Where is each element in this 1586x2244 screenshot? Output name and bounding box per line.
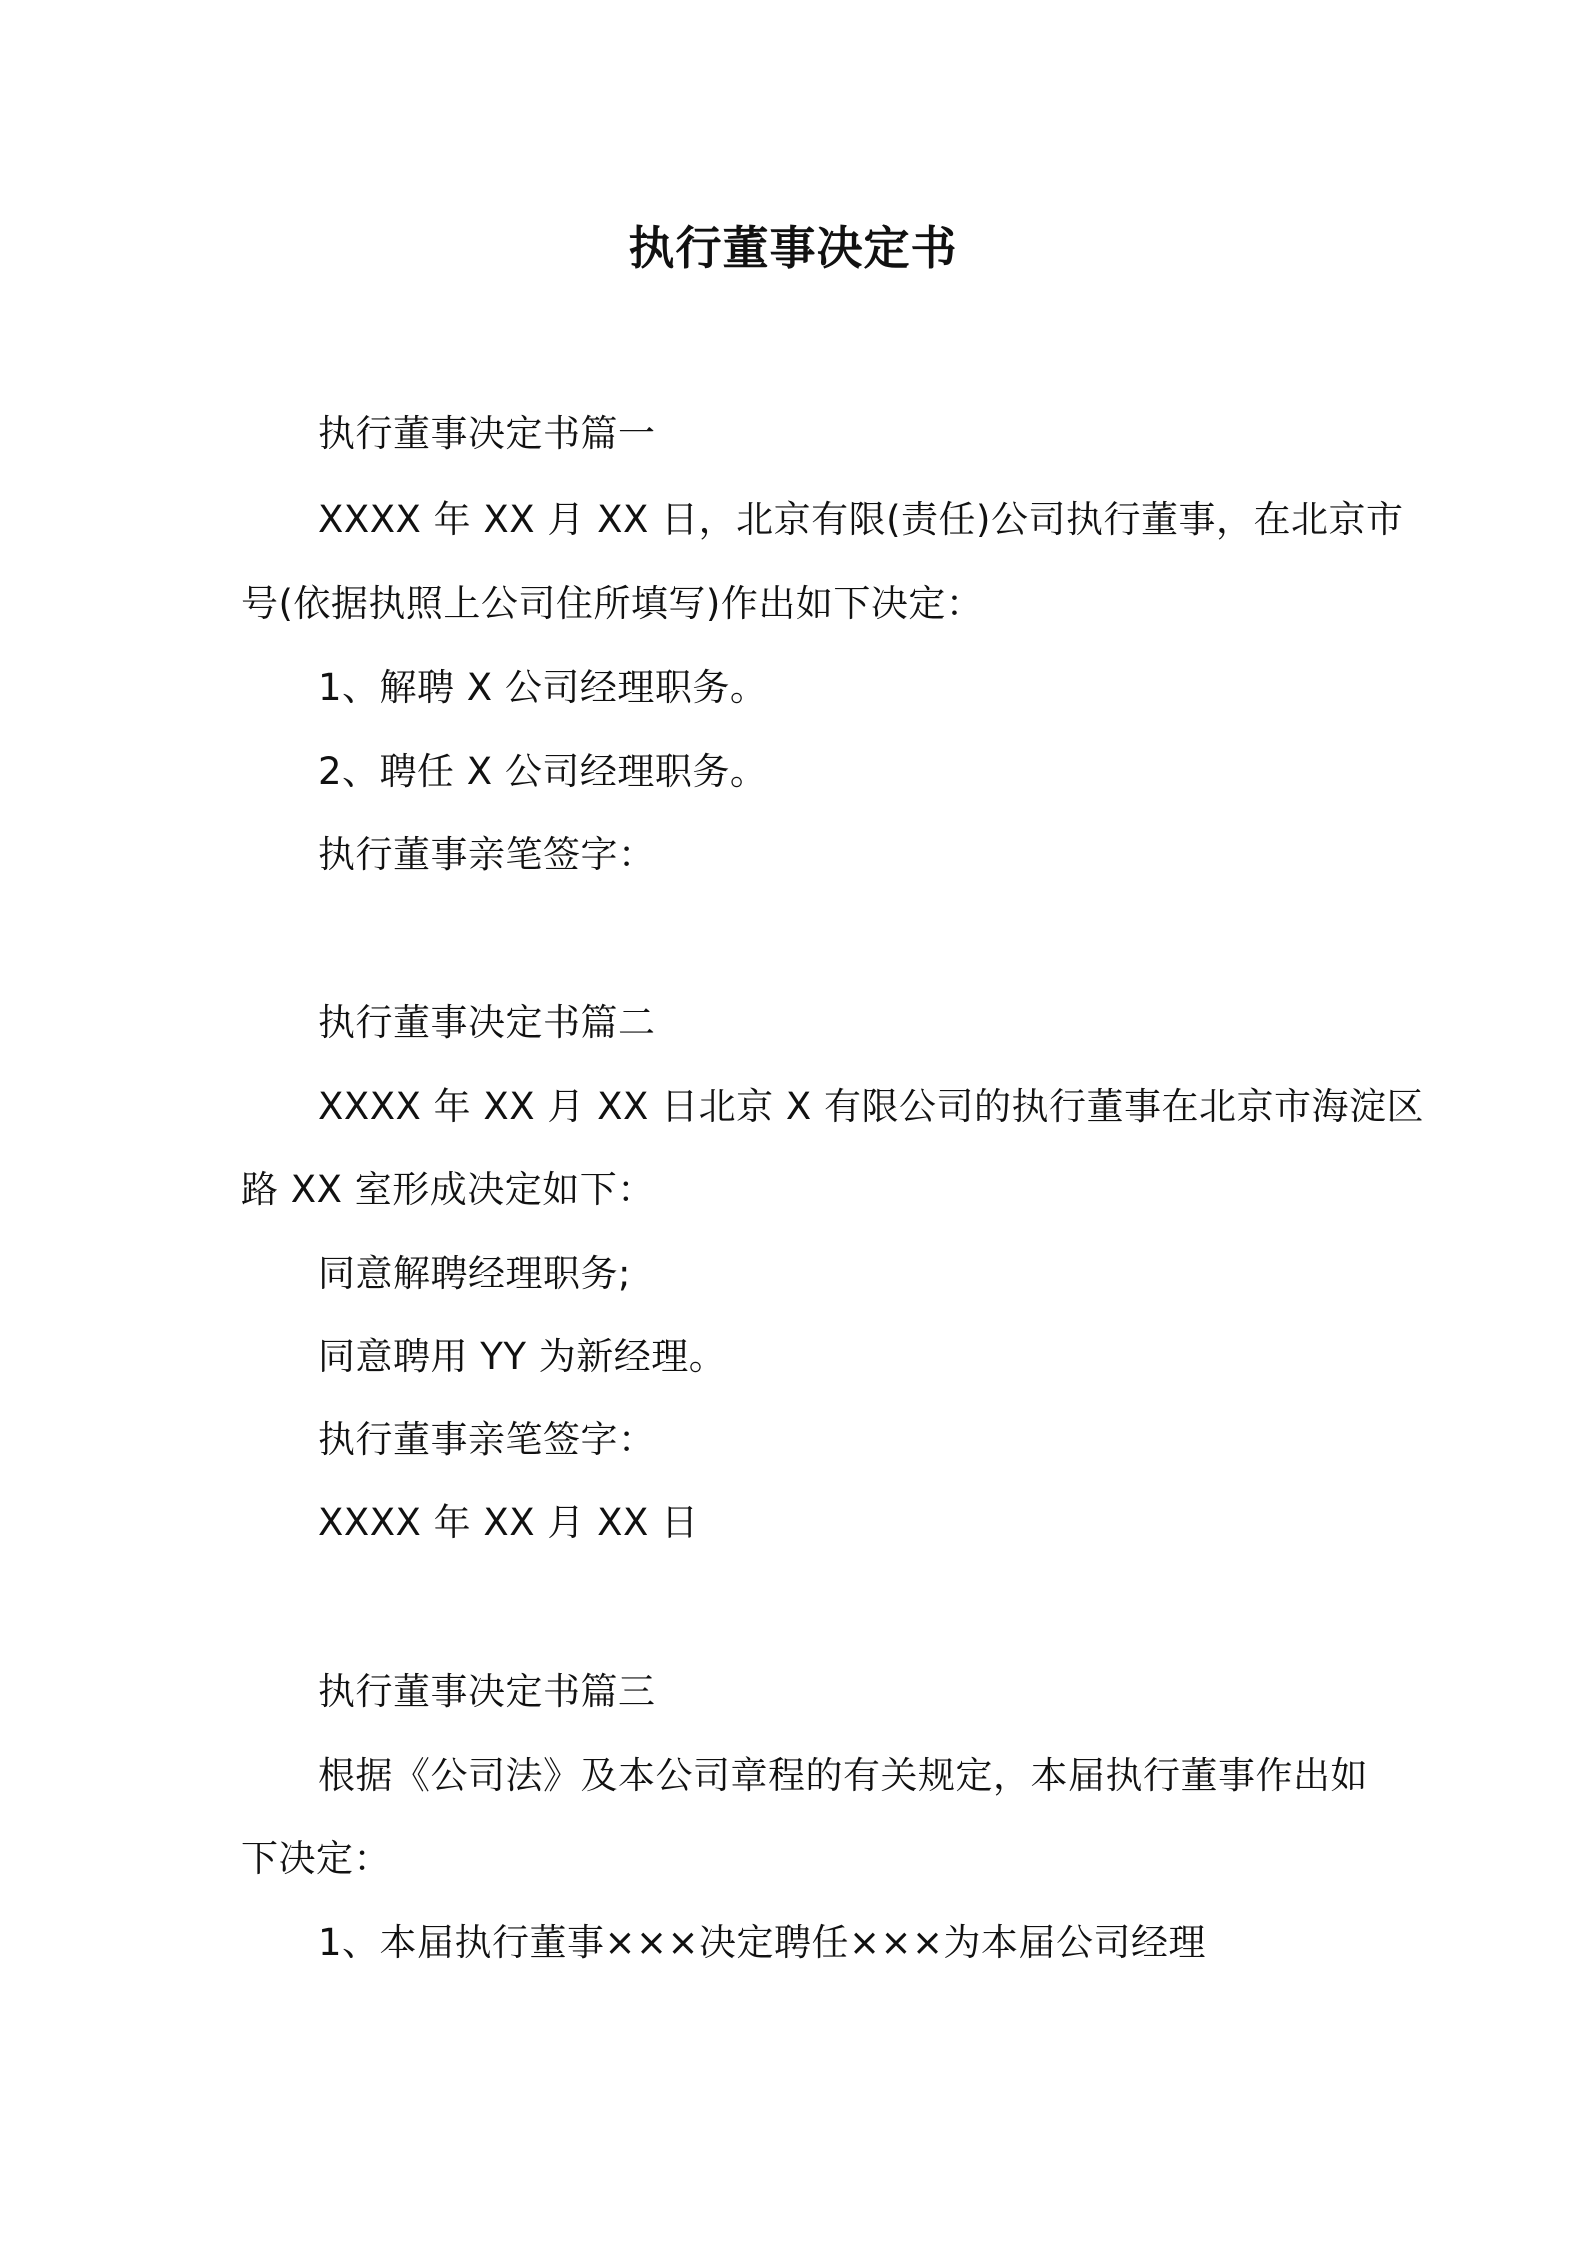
list-item: 同意解聘经理职务; bbox=[318, 1252, 631, 1295]
paragraph-line: 下决定： bbox=[241, 1837, 391, 1880]
section-heading-2: 执行董事决定书篇二 bbox=[318, 1001, 656, 1044]
list-item: 2、聘任 X 公司经理职务。 bbox=[318, 750, 768, 793]
paragraph-line: XXXX 年 XX 月 XX 日，北京有限(责任)公司执行董事，在北京市 bbox=[318, 498, 1404, 541]
paragraph-line: XXXX 年 XX 月 XX 日北京 X 有限公司的执行董事在北京市海淀区 bbox=[318, 1085, 1424, 1128]
list-item: 1、本届执行董事×××决定聘任×××为本届公司经理 bbox=[318, 1921, 1207, 1964]
paragraph-line: 根据《公司法》及本公司章程的有关规定，本届执行董事作出如 bbox=[318, 1754, 1368, 1797]
section-heading-1: 执行董事决定书篇一 bbox=[318, 412, 656, 455]
list-item: 1、解聘 X 公司经理职务。 bbox=[318, 666, 768, 709]
signature-label: 执行董事亲笔签字： bbox=[318, 1418, 656, 1461]
date-line: XXXX 年 XX 月 XX 日 bbox=[318, 1501, 699, 1544]
paragraph-line: 号(依据执照上公司住所填写)作出如下决定： bbox=[241, 582, 984, 625]
signature-label: 执行董事亲笔签字： bbox=[318, 833, 656, 876]
paragraph-line: 路 XX 室形成决定如下： bbox=[241, 1168, 655, 1211]
section-heading-3: 执行董事决定书篇三 bbox=[318, 1670, 656, 1713]
list-item: 同意聘用 YY 为新经理。 bbox=[318, 1335, 727, 1378]
document-title: 执行董事决定书 bbox=[628, 221, 958, 275]
